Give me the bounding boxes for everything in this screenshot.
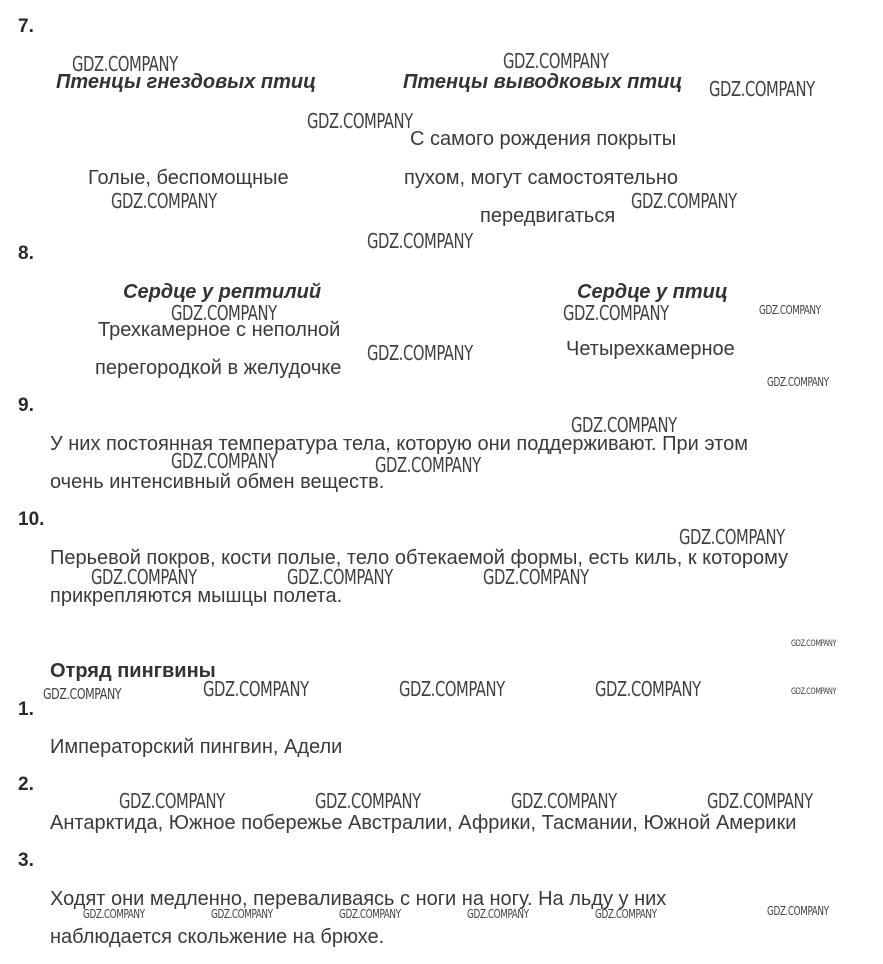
watermark: GDZ.COMPANY xyxy=(367,341,473,365)
watermark: GDZ.COMPANY xyxy=(211,907,273,921)
answer-line: очень интенсивный обмен веществ. xyxy=(50,471,385,493)
answer-line: наблюдается скольжение на брюхе. xyxy=(50,926,385,948)
watermark: GDZ.COMPANY xyxy=(111,189,217,213)
watermark: GDZ.COMPANY xyxy=(511,789,617,813)
answer-line: Императорский пингвин, Адели xyxy=(50,736,343,758)
answer-line: С самого рождения покрыты xyxy=(410,128,677,150)
bird-heart-heading: Сердце у птиц xyxy=(577,281,728,303)
watermark: GDZ.COMPANY xyxy=(791,687,837,697)
watermark: GDZ.COMPANY xyxy=(759,303,821,317)
answer-line: Трехкамерное с неполной xyxy=(98,319,341,341)
answer-line: Антарктида, Южное побережье Австралии, Африки, Тасмании, Южной Америки xyxy=(50,812,797,834)
watermark: GDZ.COMPANY xyxy=(119,789,225,813)
penguins-heading: Отряд пингвины xyxy=(50,660,216,682)
watermark: GDZ.COMPANY xyxy=(709,77,815,101)
answer-line: Перьевой покров, кости полые, тело обтекаемой формы, есть киль, к которому xyxy=(50,547,789,569)
answer-line: пухом, могут самостоятельно xyxy=(404,167,679,189)
watermark: GDZ.COMPANY xyxy=(767,904,829,918)
watermark: GDZ.COMPANY xyxy=(399,677,505,701)
watermark: GDZ.COMPANY xyxy=(72,52,178,76)
watermark: GDZ.COMPANY xyxy=(631,189,737,213)
watermark: GDZ.COMPANY xyxy=(91,565,197,589)
watermark: GDZ.COMPANY xyxy=(571,413,677,437)
watermark: GDZ.COMPANY xyxy=(367,229,473,253)
watermark: GDZ.COMPANY xyxy=(287,565,393,589)
watermark: GDZ.COMPANY xyxy=(315,789,421,813)
answer-line: Ходят они медленно, переваливаясь с ноги на ногу. На льду у них xyxy=(50,888,667,910)
question-number: 1. xyxy=(18,699,34,720)
reptile-heart-heading: Сердце у рептилий xyxy=(123,281,322,303)
question-number: 7. xyxy=(18,16,34,37)
watermark: GDZ.COMPANY xyxy=(43,685,122,703)
nestling-birds-heading: Птенцы гнездовых птиц xyxy=(56,71,317,93)
watermark: GDZ.COMPANY xyxy=(83,907,145,921)
watermark: GDZ.COMPANY xyxy=(467,907,529,921)
watermark: GDZ.COMPANY xyxy=(171,449,277,473)
answer-line: передвигаться xyxy=(480,205,616,227)
answer-line: перегородкой в желудочке xyxy=(95,357,342,379)
question-number: 10. xyxy=(18,509,45,530)
watermark: GDZ.COMPANY xyxy=(339,907,401,921)
answer-line: У них постоянная температура тела, которую они поддерживают. При этом xyxy=(50,433,748,455)
watermark: GDZ.COMPANY xyxy=(791,639,837,649)
watermark: GDZ.COMPANY xyxy=(203,677,309,701)
watermark: GDZ.COMPANY xyxy=(375,453,481,477)
answer-line: прикрепляются мышцы полета. xyxy=(50,585,343,607)
question-number: 3. xyxy=(18,850,34,871)
watermark: GDZ.COMPANY xyxy=(679,525,785,549)
watermark: GDZ.COMPANY xyxy=(563,301,669,325)
watermark: GDZ.COMPANY xyxy=(767,375,829,389)
watermark: GDZ.COMPANY xyxy=(483,565,589,589)
question-number: 8. xyxy=(18,243,34,264)
question-number: 9. xyxy=(18,395,34,416)
watermark: GDZ.COMPANY xyxy=(595,677,701,701)
watermark: GDZ.COMPANY xyxy=(307,109,413,133)
watermark: GDZ.COMPANY xyxy=(595,907,657,921)
answer-line: Голые, беспомощные xyxy=(88,167,289,189)
watermark: GDZ.COMPANY xyxy=(503,49,609,73)
answer-line: Четырехкамерное xyxy=(566,338,735,360)
precocial-birds-heading: Птенцы выводковых птиц xyxy=(403,71,683,93)
watermark: GDZ.COMPANY xyxy=(707,789,813,813)
question-number: 2. xyxy=(18,774,34,795)
watermark: GDZ.COMPANY xyxy=(171,301,277,325)
